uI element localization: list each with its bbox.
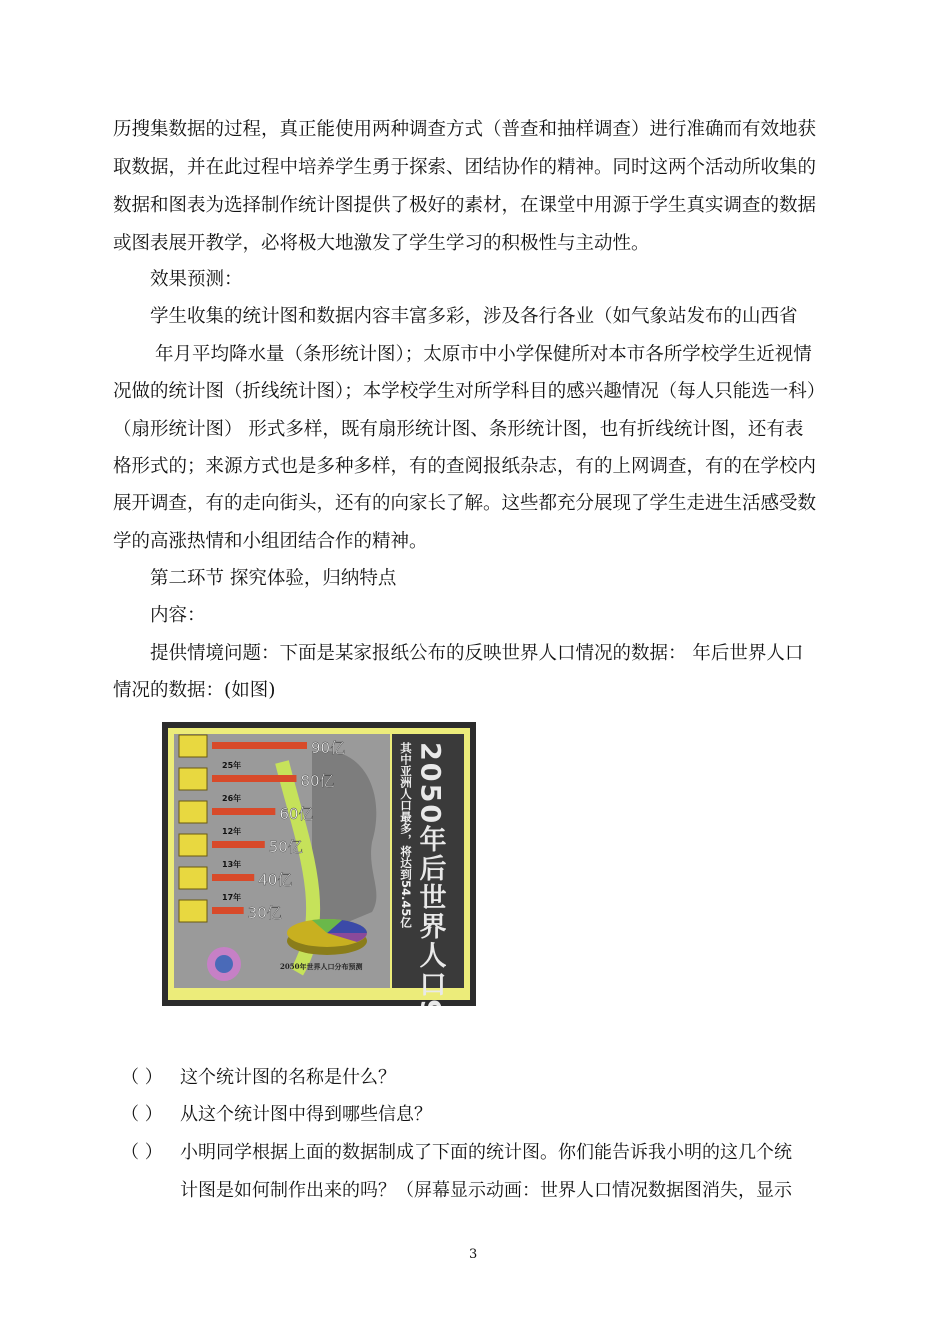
paragraph-line: 学的高涨热情和小组团结合作的精神。 — [113, 531, 428, 552]
headline-text: 2050年后世界人口90亿 — [414, 742, 446, 1006]
bar-value-label: 40亿 — [258, 871, 293, 889]
year-badge-icon — [179, 867, 207, 889]
population-bar — [212, 907, 244, 914]
interval-label: 12年 — [222, 827, 242, 836]
year-badge-icon — [179, 900, 207, 922]
paragraph-line: （扇形统计图） 形式多样，既有扇形统计图、条形统计图，也有折线统计图，还有表 — [113, 419, 804, 440]
population-bar — [212, 808, 275, 815]
year-badge-icon — [179, 735, 207, 757]
paragraph-line: 年月平均降水量（条形统计图）；太原市中小学保健所对本市各所学校学生近视情 — [155, 344, 812, 365]
paragraph-line: 历搜集数据的过程，真正能使用两种调查方式（普查和抽样调查）进行准确而有效地获 — [113, 119, 817, 140]
paragraph-line: 取数据，并在此过程中培养学生勇于探索、团结协作的精神。同时这两个活动所收集的 — [113, 157, 817, 178]
population-bar — [212, 874, 254, 881]
paragraph-line: 提供情境问题：下面是某家报纸公布的反映世界人口情况的数据： 年后世界人口 — [150, 643, 804, 664]
paragraph-line: 情况的数据：(如图) — [113, 680, 276, 701]
interval-label: 13年 — [222, 860, 242, 869]
interval-label: 26年 — [222, 794, 242, 803]
question-text: 这个统计图的名称是什么？ — [180, 1067, 396, 1088]
bar-value-label: 30亿 — [247, 904, 282, 922]
bar-value-label: 80亿 — [300, 772, 335, 790]
question-mark: （ ） — [121, 1067, 163, 1088]
world-population-figure — [162, 722, 476, 1006]
question-continuation: 计图是如何制作出来的吗？（屏幕显示动画：世界人口情况数据图消失，显示 — [180, 1180, 792, 1201]
paragraph-line: 格形式的；来源方式也是多种多样，有的查阅报纸杂志，有的上网调查，有的在学校内 — [113, 456, 817, 477]
population-bar — [212, 775, 296, 782]
question-text: 从这个统计图中得到哪些信息？ — [180, 1104, 432, 1125]
question-mark: （ ） — [121, 1104, 163, 1125]
bar-value-label: 90亿 — [311, 739, 346, 757]
section-label: 效果预测： — [150, 269, 243, 290]
section-label: 内容： — [150, 605, 206, 626]
population-bar — [212, 742, 307, 749]
year-badge-icon — [179, 834, 207, 856]
paragraph-line: 况做的统计图（折线统计图）；本学校学生对所学科目的感兴趣情况（每人只能选一科） — [113, 381, 826, 402]
pie-caption: 2050年世界人口分布预测 — [280, 962, 363, 971]
pie-chart — [287, 919, 367, 955]
year-badge-icon — [179, 801, 207, 823]
paragraph-line: 或图表展开教学，必将极大地激发了学生学习的积极性与主动性。 — [113, 233, 650, 254]
paragraph-line: 数据和图表为选择制作统计图提供了极好的素材，在课堂中用源于学生真实调查的数据 — [113, 195, 817, 216]
paragraph-line: 展开调查，有的走向街头，还有的向家长了解。这些都充分展现了学生走进生活感受数 — [113, 493, 817, 514]
interval-label: 17年 — [222, 893, 242, 902]
question-mark: （ ） — [121, 1142, 163, 1163]
subline-text: 其中亚洲人口最多，将达到54.45亿 — [399, 742, 413, 928]
interval-label: 25年 — [222, 761, 242, 770]
question-text: 小明同学根据上面的数据制成了下面的统计图。你们能告诉我小明的这几个统 — [180, 1142, 792, 1163]
globe-icon — [215, 955, 233, 973]
section-heading: 第二环节 探究体验，归纳特点 — [150, 568, 397, 589]
newspaper-clipping — [162, 722, 476, 1006]
year-badge-icon — [179, 768, 207, 790]
population-bar — [212, 841, 265, 848]
paragraph-line: 学生收集的统计图和数据内容丰富多彩，涉及各行各业（如气象站发布的山西省 — [150, 306, 798, 327]
page-number: 3 — [469, 1247, 478, 1262]
bar-value-label: 50亿 — [268, 838, 303, 856]
bar-value-label: 60亿 — [279, 805, 314, 823]
